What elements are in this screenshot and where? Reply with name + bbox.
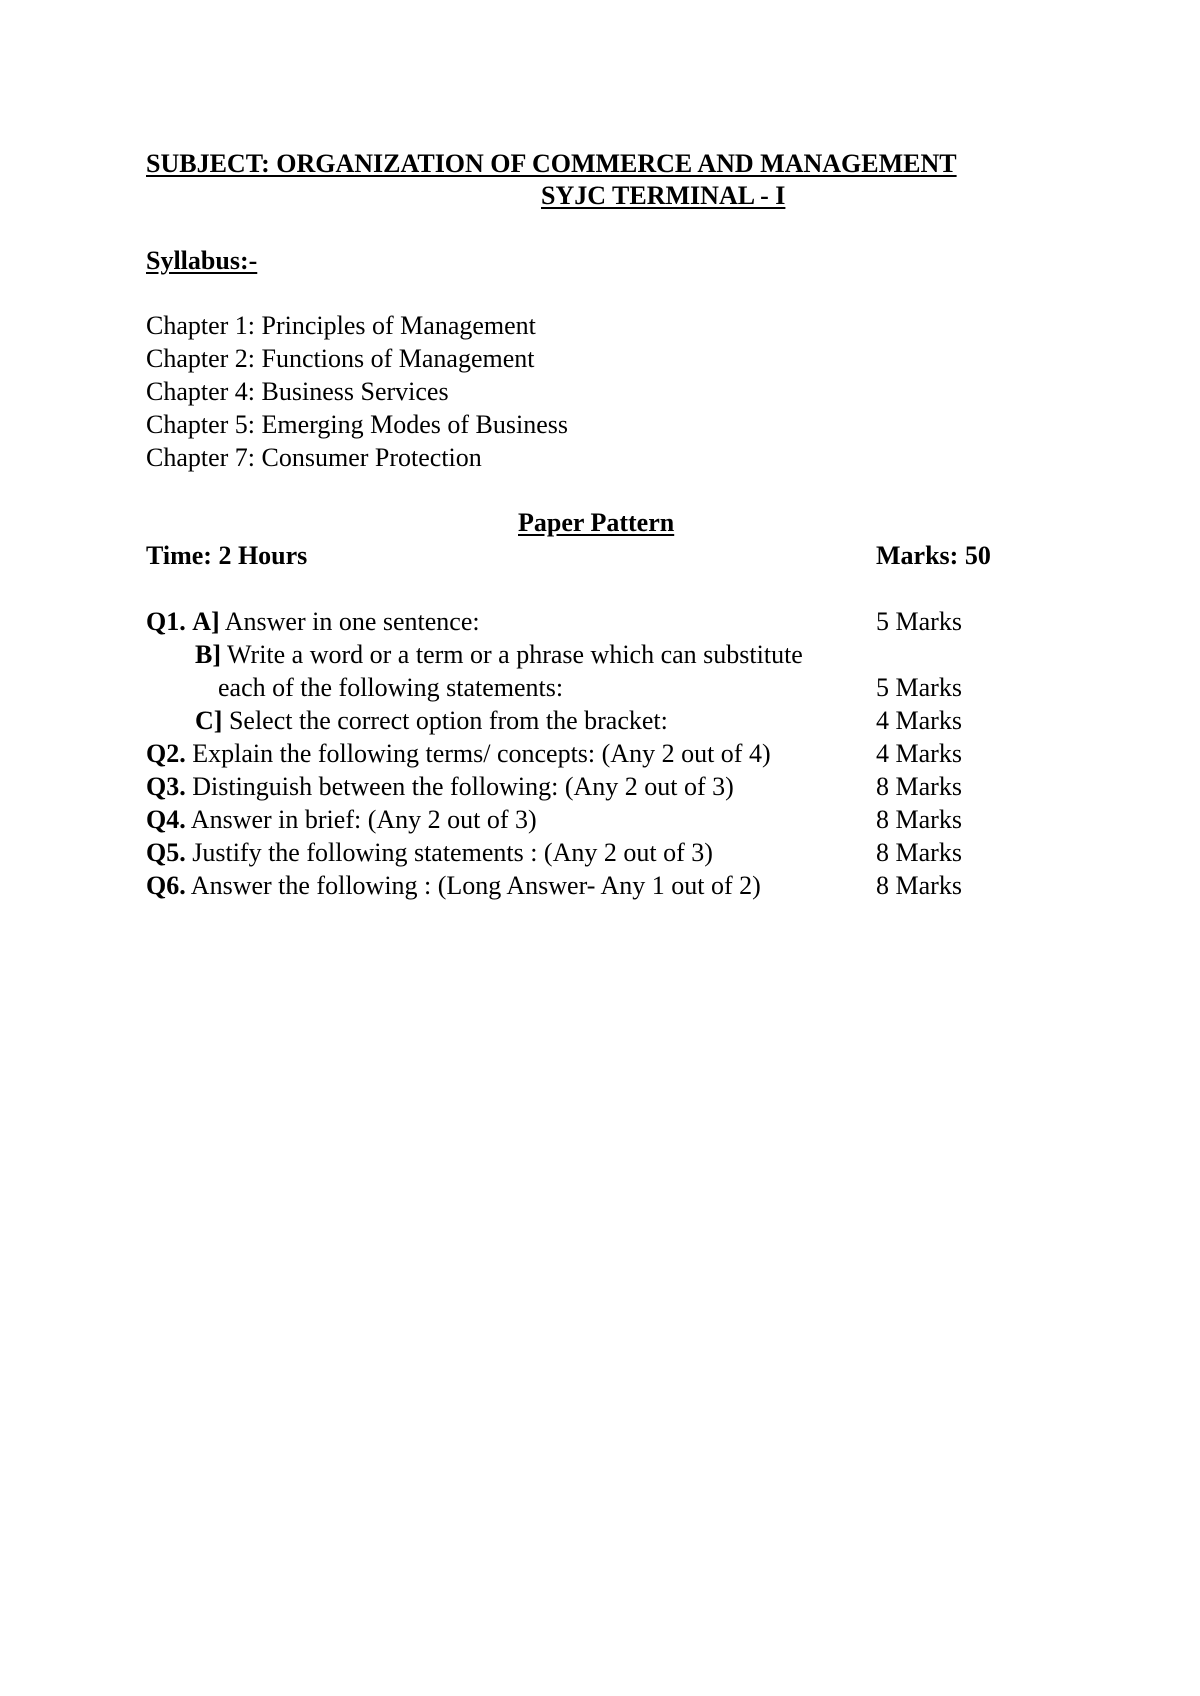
question-number: Q3. bbox=[146, 772, 186, 801]
question-marks: 8 Marks bbox=[876, 772, 962, 801]
question-row bbox=[146, 870, 761, 902]
question-text: Distinguish between the following: (Any 2 out of 3) bbox=[185, 772, 734, 801]
question-text: Answer in one sentence: bbox=[219, 607, 480, 636]
question-number: Q5. bbox=[146, 838, 186, 867]
question-marks: 4 Marks bbox=[876, 706, 962, 735]
question-row bbox=[195, 705, 668, 737]
question-text: Explain the following terms/ concepts: (Any 2 out of 4) bbox=[185, 739, 771, 768]
terminal-title: SYJC TERMINAL - I bbox=[541, 181, 786, 210]
syllabus-heading: Syllabus:- bbox=[146, 246, 258, 275]
question-text: Select the correct option from the bracket: bbox=[222, 706, 668, 735]
question-row bbox=[218, 672, 563, 704]
subject-title: SUBJECT: ORGANIZATION OF COMMERCE AND MANAGEMENT bbox=[146, 149, 957, 178]
question-text: Write a word or a term or a phrase which can substitute bbox=[221, 640, 803, 669]
question-text: Answer the following : (Long Answer- Any 1 out of 2) bbox=[185, 871, 761, 900]
question-text: Justify the following statements : (Any 2 out of 3) bbox=[185, 838, 713, 867]
chapter-item: Chapter 7: Consumer Protection bbox=[146, 443, 482, 472]
question-marks: 8 Marks bbox=[876, 805, 962, 834]
paper-pattern-heading: Paper Pattern bbox=[518, 508, 675, 537]
time-label: Time: 2 Hours bbox=[146, 541, 308, 570]
question-part: A] bbox=[192, 607, 220, 636]
question-marks: 8 Marks bbox=[876, 838, 962, 867]
question-marks: 5 Marks bbox=[876, 673, 962, 702]
question-number: Q1. bbox=[146, 607, 186, 636]
question-part: C] bbox=[195, 706, 223, 735]
question-marks: 4 Marks bbox=[876, 739, 962, 768]
total-marks-label: Marks: 50 bbox=[876, 541, 991, 570]
chapter-item: Chapter 5: Emerging Modes of Business bbox=[146, 410, 568, 439]
question-marks: 5 Marks bbox=[876, 607, 962, 636]
question-number: Q2. bbox=[146, 739, 186, 768]
question-row bbox=[146, 804, 537, 836]
question-row bbox=[146, 606, 480, 638]
chapter-item: Chapter 1: Principles of Management bbox=[146, 311, 536, 340]
chapter-item: Chapter 2: Functions of Management bbox=[146, 344, 535, 373]
question-part: B] bbox=[195, 640, 221, 669]
chapter-item: Chapter 4: Business Services bbox=[146, 377, 449, 406]
question-text: each of the following statements: bbox=[218, 673, 564, 702]
question-row bbox=[195, 639, 803, 671]
question-row bbox=[146, 771, 734, 803]
question-number: Q6. bbox=[146, 871, 186, 900]
question-text: Answer in brief: (Any 2 out of 3) bbox=[185, 805, 537, 834]
question-marks: 8 Marks bbox=[876, 871, 962, 900]
question-row bbox=[146, 837, 713, 869]
question-row bbox=[146, 738, 771, 770]
question-number: Q4. bbox=[146, 805, 186, 834]
